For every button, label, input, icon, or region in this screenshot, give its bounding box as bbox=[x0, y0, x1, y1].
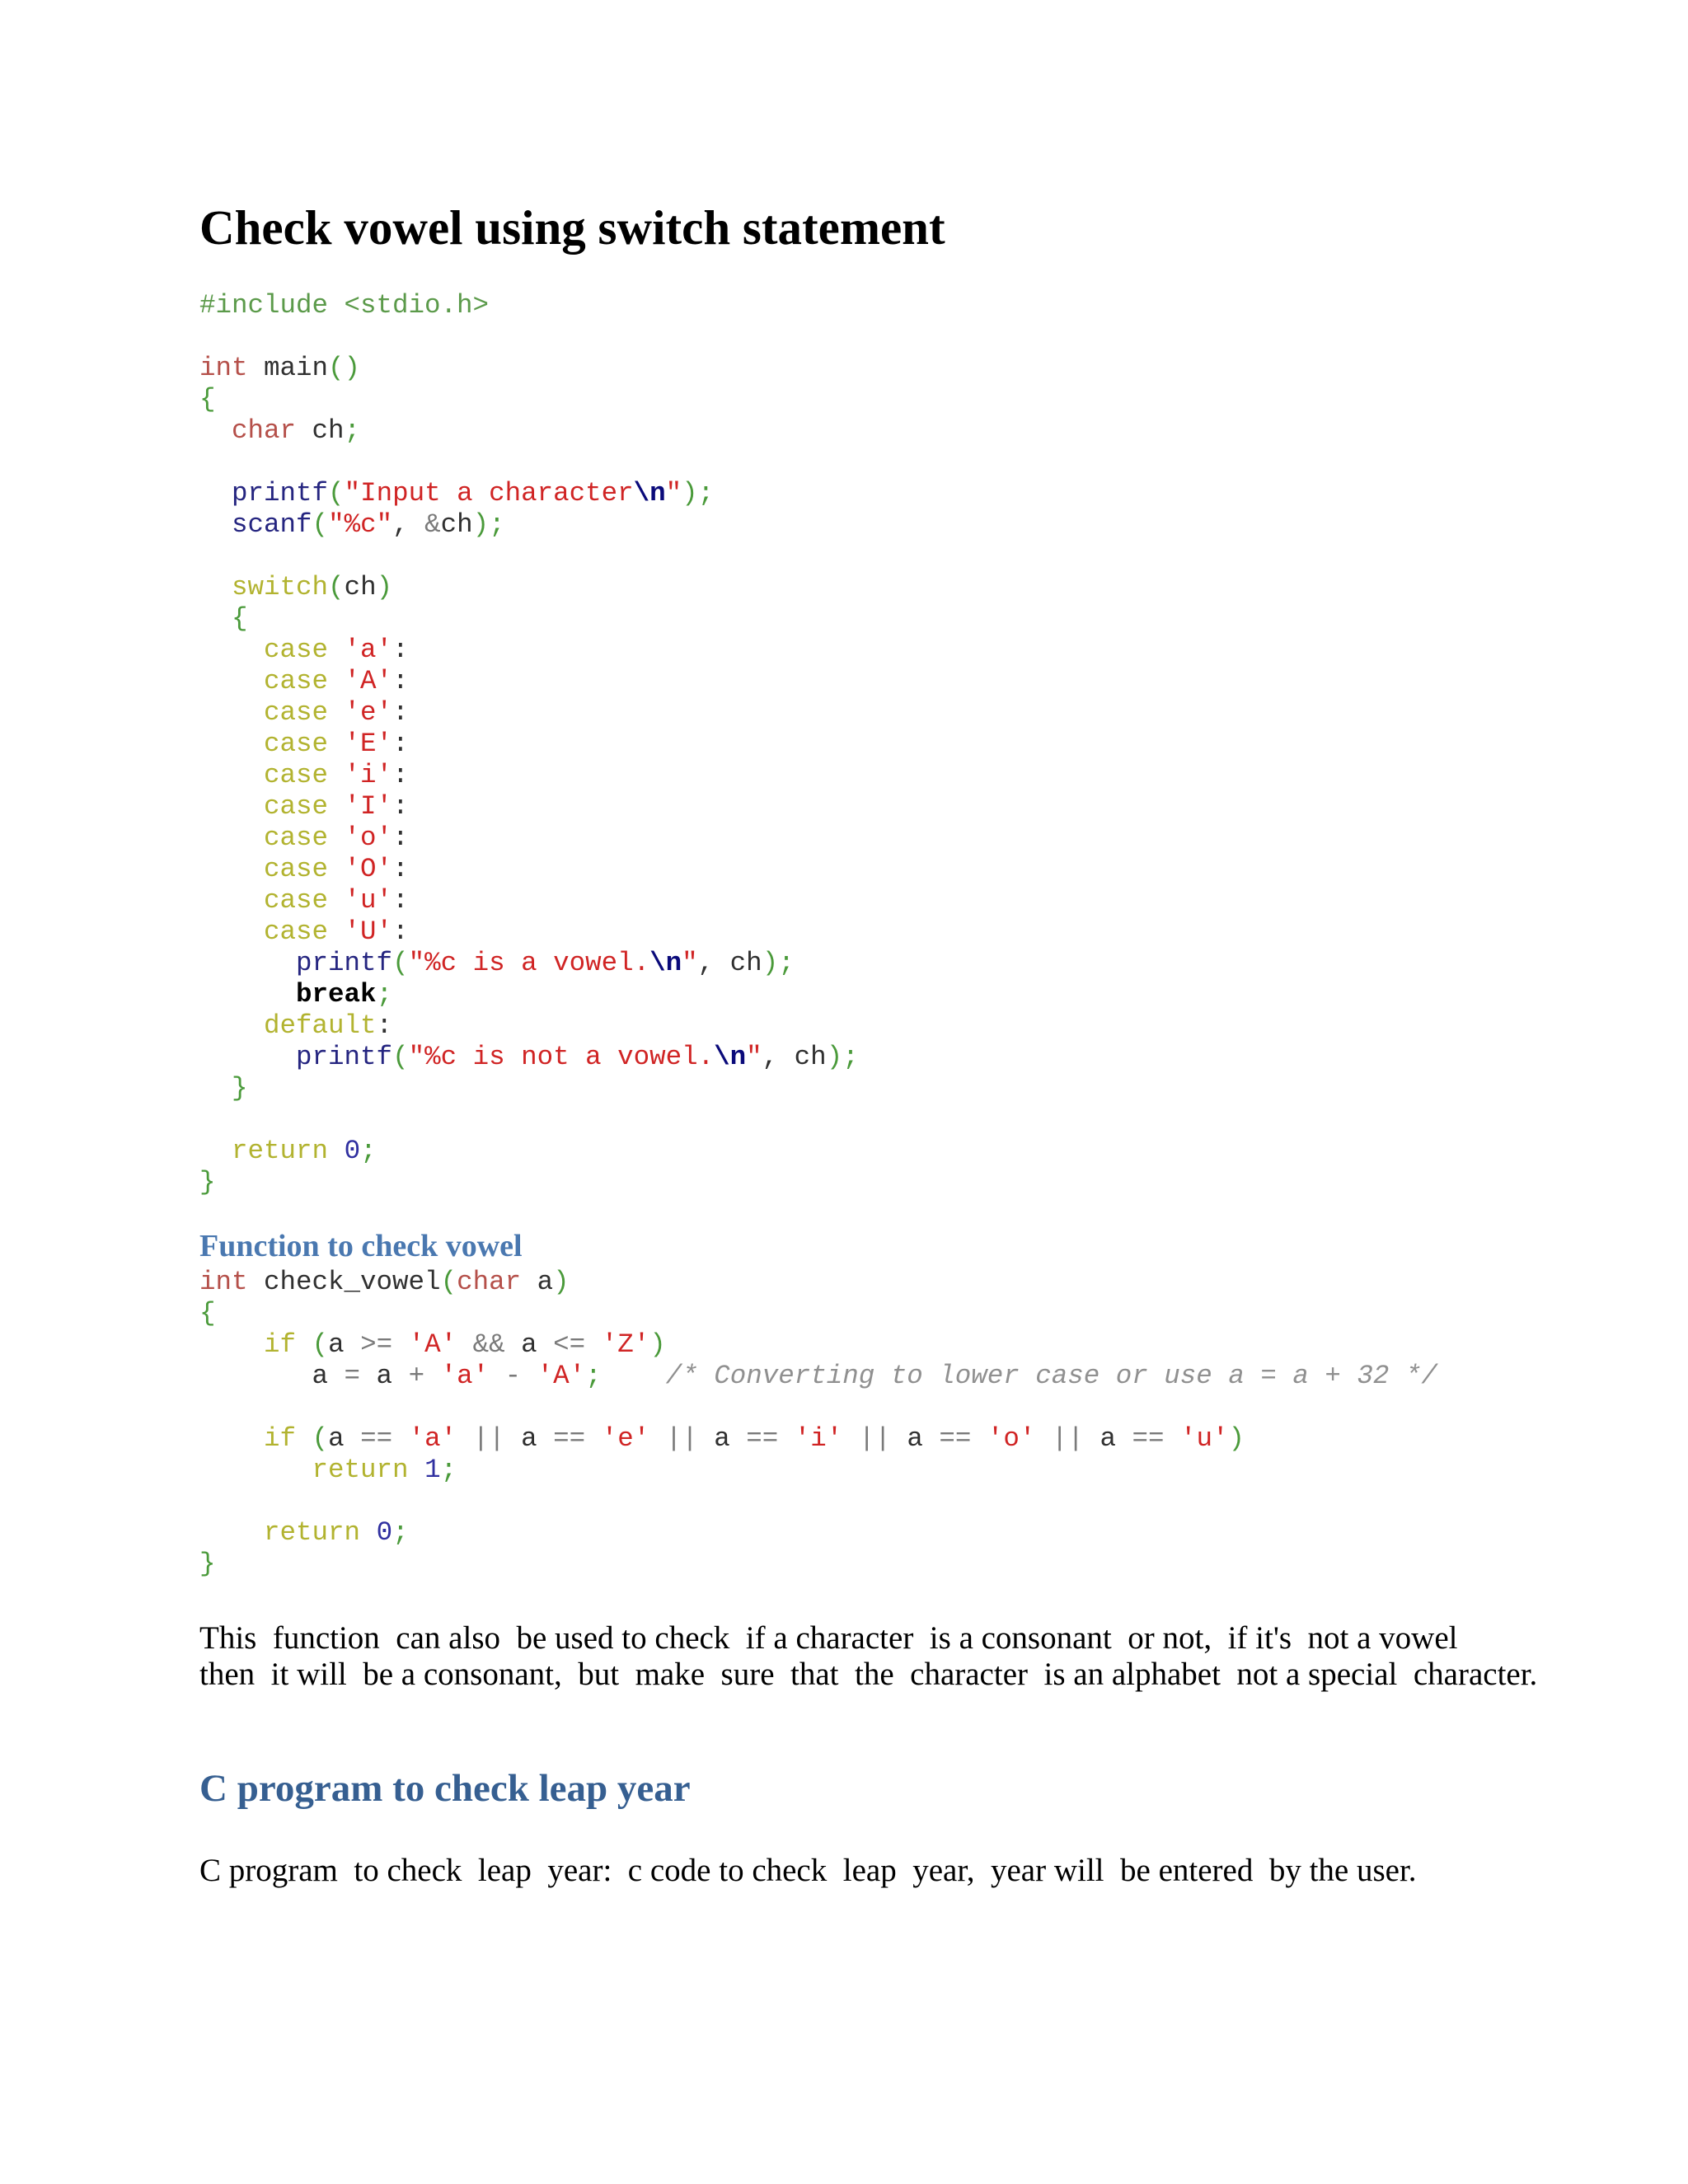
punctuation-token: ( bbox=[312, 509, 329, 540]
identifier-token bbox=[1035, 1423, 1052, 1454]
punctuation-token: ) bbox=[376, 572, 393, 602]
operator-token: == bbox=[939, 1423, 972, 1454]
code-line bbox=[199, 478, 859, 509]
identifier-token bbox=[199, 760, 264, 790]
identifier-token bbox=[199, 854, 264, 884]
code-line bbox=[199, 1167, 859, 1198]
identifier-token bbox=[328, 791, 345, 822]
keyword-token: return bbox=[232, 1136, 329, 1166]
identifier-token: , ch bbox=[697, 948, 762, 978]
string-literal: 'o' bbox=[344, 823, 393, 853]
operator-token: || bbox=[665, 1423, 698, 1454]
punctuation-token: ( bbox=[392, 1042, 409, 1072]
identifier-token: : bbox=[392, 791, 409, 822]
string-literal: " bbox=[665, 478, 682, 509]
identifier-token: ch bbox=[440, 509, 473, 540]
code-line bbox=[199, 791, 859, 823]
identifier-token: : bbox=[392, 854, 409, 884]
section-heading-leap-year: C program to check leap year bbox=[199, 1767, 691, 1810]
function-name: printf bbox=[296, 1042, 393, 1072]
punctuation-token: ( bbox=[328, 572, 345, 602]
keyword-token: return bbox=[312, 1455, 409, 1485]
punctuation-token: { bbox=[199, 1298, 216, 1329]
escape-sequence: \n bbox=[714, 1042, 747, 1072]
string-literal: 'i' bbox=[794, 1423, 843, 1454]
identifier-token: a bbox=[504, 1423, 554, 1454]
code-line bbox=[199, 572, 859, 603]
string-literal: 'o' bbox=[987, 1423, 1036, 1454]
string-literal: 'U' bbox=[344, 916, 393, 947]
punctuation-token: ); bbox=[826, 1042, 859, 1072]
code-line bbox=[199, 1455, 1437, 1486]
code-line bbox=[199, 885, 859, 916]
code-line bbox=[199, 1549, 1437, 1580]
code-comment: /* Converting to lower case or use a = a + 32 */ bbox=[665, 1361, 1437, 1391]
identifier-token bbox=[392, 1329, 409, 1360]
code-line bbox=[199, 1042, 859, 1073]
code-block-vowel-switch bbox=[199, 290, 859, 1198]
punctuation-token: ( bbox=[392, 948, 409, 978]
identifier-token: : bbox=[392, 635, 409, 665]
string-literal: 'Z' bbox=[601, 1329, 650, 1360]
break-keyword: break bbox=[296, 979, 377, 1010]
keyword-token: case bbox=[264, 823, 329, 853]
code-line bbox=[199, 353, 859, 384]
punctuation-token: { bbox=[199, 384, 216, 415]
identifier-token: a bbox=[504, 1329, 554, 1360]
code-line bbox=[199, 854, 859, 885]
number-literal: 1 bbox=[424, 1455, 441, 1485]
string-literal: 'E' bbox=[344, 729, 393, 759]
identifier-token: ch bbox=[344, 572, 377, 602]
identifier-token bbox=[199, 697, 264, 728]
keyword-token: case bbox=[264, 635, 329, 665]
punctuation-token: ) bbox=[553, 1267, 570, 1297]
identifier-token: a bbox=[328, 1329, 361, 1360]
operator-token: >= bbox=[360, 1329, 393, 1360]
keyword-token: case bbox=[264, 791, 329, 822]
type-keyword: int bbox=[199, 1267, 248, 1297]
keyword-token: switch bbox=[232, 572, 329, 602]
identifier-token bbox=[199, 1010, 264, 1041]
identifier-token bbox=[199, 1517, 264, 1548]
function-name: scanf bbox=[232, 509, 312, 540]
paragraph-leap-year-intro bbox=[199, 1853, 1417, 1889]
string-literal: 'A' bbox=[537, 1361, 586, 1391]
escape-sequence: \n bbox=[649, 948, 682, 978]
identifier-token bbox=[199, 1073, 232, 1104]
identifier-token bbox=[199, 1329, 264, 1360]
identifier-token bbox=[199, 478, 232, 509]
identifier-token: : bbox=[392, 729, 409, 759]
code-block-check-vowel-function bbox=[199, 1267, 1437, 1580]
code-line bbox=[199, 541, 859, 572]
code-line bbox=[199, 415, 859, 447]
keyword-token: case bbox=[264, 916, 329, 947]
paragraph-line: This function can also be used to check if a character is a consonant or not, if it's not a vowel bbox=[199, 1620, 1458, 1656]
code-line bbox=[199, 384, 859, 415]
identifier-token bbox=[328, 823, 345, 853]
code-line bbox=[199, 509, 859, 541]
keyword-token: case bbox=[264, 854, 329, 884]
operator-token: == bbox=[1132, 1423, 1165, 1454]
identifier-token bbox=[328, 697, 345, 728]
code-line bbox=[199, 948, 859, 979]
page-title: Check vowel using switch statement bbox=[199, 200, 945, 255]
punctuation-token: ) bbox=[649, 1329, 666, 1360]
operator-token: - bbox=[504, 1361, 522, 1391]
identifier-token bbox=[328, 885, 345, 916]
identifier-token bbox=[778, 1423, 795, 1454]
identifier-token bbox=[199, 916, 264, 947]
operator-token: + bbox=[408, 1361, 425, 1391]
operator-token: && bbox=[472, 1329, 505, 1360]
function-name: printf bbox=[296, 948, 393, 978]
code-line bbox=[199, 1329, 1437, 1361]
identifier-token: : bbox=[392, 823, 409, 853]
identifier-token bbox=[199, 885, 264, 916]
identifier-token bbox=[199, 729, 264, 759]
identifier-token bbox=[842, 1423, 859, 1454]
keyword-token: if bbox=[264, 1423, 297, 1454]
punctuation-token: ( bbox=[328, 478, 345, 509]
identifier-token bbox=[971, 1423, 987, 1454]
code-line bbox=[199, 1298, 1437, 1329]
string-literal: 'a' bbox=[440, 1361, 490, 1391]
type-keyword: char bbox=[232, 415, 297, 446]
identifier-token bbox=[199, 666, 264, 696]
punctuation-token: () bbox=[328, 353, 361, 383]
identifier-token: a bbox=[521, 1267, 554, 1297]
identifier-token: , bbox=[392, 509, 425, 540]
string-literal: 'O' bbox=[344, 854, 393, 884]
code-line bbox=[199, 635, 859, 666]
identifier-token: a bbox=[1083, 1423, 1132, 1454]
code-line bbox=[199, 1517, 1437, 1549]
string-literal: 'e' bbox=[344, 697, 393, 728]
preprocessor-token: #include <stdio.h> bbox=[199, 290, 490, 321]
punctuation-token: } bbox=[232, 1073, 248, 1104]
identifier-token bbox=[457, 1423, 473, 1454]
identifier-token: a bbox=[360, 1361, 409, 1391]
identifier-token bbox=[199, 1136, 232, 1166]
code-line bbox=[199, 979, 859, 1010]
identifier-token bbox=[199, 979, 296, 1010]
identifier-token: , ch bbox=[762, 1042, 827, 1072]
punctuation-token: } bbox=[199, 1549, 216, 1579]
string-literal: "%c" bbox=[328, 509, 393, 540]
code-line bbox=[199, 321, 859, 353]
number-literal: 0 bbox=[344, 1136, 361, 1166]
identifier-token bbox=[424, 1361, 441, 1391]
identifier-token bbox=[457, 1329, 473, 1360]
string-literal: 'A' bbox=[344, 666, 393, 696]
punctuation-token: ( bbox=[440, 1267, 457, 1297]
code-line bbox=[199, 1392, 1437, 1423]
identifier-token bbox=[328, 666, 345, 696]
keyword-token: if bbox=[264, 1329, 297, 1360]
identifier-token: : bbox=[376, 1010, 393, 1041]
identifier-token bbox=[199, 791, 264, 822]
identifier-token bbox=[296, 1423, 312, 1454]
code-line bbox=[199, 697, 859, 729]
string-literal: 'i' bbox=[344, 760, 393, 790]
identifier-token bbox=[328, 760, 345, 790]
punctuation-token: ; bbox=[344, 415, 361, 446]
identifier-token bbox=[360, 1517, 377, 1548]
identifier-token bbox=[328, 854, 345, 884]
identifier-token bbox=[199, 509, 232, 540]
identifier-token bbox=[1164, 1423, 1180, 1454]
punctuation-token: { bbox=[232, 603, 248, 634]
operator-token: & bbox=[424, 509, 441, 540]
code-line bbox=[199, 1361, 1437, 1392]
type-keyword: char bbox=[457, 1267, 522, 1297]
code-line bbox=[199, 760, 859, 791]
identifier-token bbox=[392, 1423, 409, 1454]
punctuation-token: ) bbox=[1228, 1423, 1245, 1454]
identifier-token bbox=[521, 1361, 537, 1391]
number-literal: 0 bbox=[376, 1517, 393, 1548]
identifier-token: a bbox=[890, 1423, 940, 1454]
keyword-token: default bbox=[264, 1010, 377, 1041]
identifier-token bbox=[199, 1455, 312, 1485]
operator-token: == bbox=[360, 1423, 393, 1454]
code-line bbox=[199, 916, 859, 948]
code-line bbox=[199, 1423, 1437, 1455]
identifier-token bbox=[489, 1361, 505, 1391]
string-literal: "%c is not a vowel. bbox=[408, 1042, 715, 1072]
code-line bbox=[199, 1104, 859, 1136]
identifier-token bbox=[328, 729, 345, 759]
identifier-token bbox=[328, 635, 345, 665]
identifier-token bbox=[199, 572, 232, 602]
operator-token: = bbox=[344, 1361, 361, 1391]
string-literal: 'a' bbox=[344, 635, 393, 665]
string-literal: 'u' bbox=[1179, 1423, 1229, 1454]
string-literal: " bbox=[682, 948, 698, 978]
string-literal: 'A' bbox=[408, 1329, 457, 1360]
identifier-token bbox=[602, 1361, 666, 1391]
operator-token: || bbox=[1051, 1423, 1084, 1454]
string-literal: "Input a character bbox=[344, 478, 634, 509]
identifier-token: check_vowel bbox=[247, 1267, 441, 1297]
identifier-token: : bbox=[392, 916, 409, 947]
keyword-token: case bbox=[264, 666, 329, 696]
identifier-token: : bbox=[392, 760, 409, 790]
code-line bbox=[199, 1486, 1437, 1517]
string-literal: 'e' bbox=[601, 1423, 650, 1454]
code-line bbox=[199, 290, 859, 321]
identifier-token bbox=[199, 415, 232, 446]
punctuation-token: ; bbox=[440, 1455, 457, 1485]
identifier-token bbox=[585, 1423, 602, 1454]
identifier-token: : bbox=[392, 666, 409, 696]
paragraph-line: then it will be a consonant, but make sure that the character is an alphabet not a special character. bbox=[199, 1657, 1538, 1692]
operator-token: || bbox=[472, 1423, 505, 1454]
punctuation-token: ); bbox=[762, 948, 795, 978]
punctuation-token: ; bbox=[360, 1136, 377, 1166]
identifier-token: main bbox=[247, 353, 329, 383]
string-literal: " bbox=[746, 1042, 762, 1072]
code-line bbox=[199, 1073, 859, 1104]
punctuation-token: } bbox=[199, 1167, 216, 1197]
identifier-token bbox=[585, 1329, 602, 1360]
punctuation-token: ( bbox=[312, 1423, 329, 1454]
code-line bbox=[199, 729, 859, 760]
code-line bbox=[199, 823, 859, 854]
string-literal: "%c is a vowel. bbox=[408, 948, 650, 978]
function-name: printf bbox=[232, 478, 329, 509]
paragraph-consonant-note bbox=[199, 1620, 1537, 1693]
code-line bbox=[199, 1136, 859, 1167]
code-line bbox=[199, 603, 859, 635]
keyword-token: case bbox=[264, 760, 329, 790]
keyword-token: case bbox=[264, 885, 329, 916]
punctuation-token: ; bbox=[585, 1361, 602, 1391]
punctuation-token: ); bbox=[472, 509, 505, 540]
escape-sequence: \n bbox=[633, 478, 666, 509]
identifier-token bbox=[409, 1455, 425, 1485]
identifier-token: a bbox=[697, 1423, 747, 1454]
identifier-token bbox=[328, 1136, 345, 1166]
punctuation-token: ); bbox=[682, 478, 715, 509]
code-line bbox=[199, 666, 859, 697]
identifier-token bbox=[199, 948, 296, 978]
identifier-token bbox=[328, 916, 345, 947]
code-line bbox=[199, 1267, 1437, 1298]
keyword-token: case bbox=[264, 697, 329, 728]
function-heading: Function to check vowel bbox=[199, 1229, 523, 1263]
operator-token: <= bbox=[553, 1329, 586, 1360]
punctuation-token: ( bbox=[312, 1329, 329, 1360]
keyword-token: return bbox=[264, 1517, 361, 1548]
operator-token: || bbox=[858, 1423, 891, 1454]
identifier-token bbox=[199, 603, 232, 634]
code-line bbox=[199, 447, 859, 478]
identifier-token: ch bbox=[296, 415, 345, 446]
identifier-token: : bbox=[392, 885, 409, 916]
code-line bbox=[199, 1010, 859, 1042]
string-literal: 'I' bbox=[344, 791, 393, 822]
operator-token: == bbox=[553, 1423, 586, 1454]
operator-token: == bbox=[746, 1423, 779, 1454]
string-literal: 'a' bbox=[408, 1423, 457, 1454]
identifier-token bbox=[199, 823, 264, 853]
identifier-token bbox=[199, 1042, 296, 1072]
identifier-token bbox=[199, 1423, 264, 1454]
identifier-token: a bbox=[199, 1361, 345, 1391]
identifier-token bbox=[649, 1423, 666, 1454]
keyword-token: case bbox=[264, 729, 329, 759]
paragraph-line: C program to check leap year: c code to check leap year, year will be entered by the user. bbox=[199, 1853, 1417, 1888]
identifier-token bbox=[296, 1329, 312, 1360]
identifier-token: a bbox=[328, 1423, 361, 1454]
punctuation-token: ; bbox=[392, 1517, 409, 1548]
punctuation-token: ; bbox=[376, 979, 393, 1010]
identifier-token bbox=[199, 635, 264, 665]
type-keyword: int bbox=[199, 353, 248, 383]
identifier-token: : bbox=[392, 697, 409, 728]
string-literal: 'u' bbox=[344, 885, 393, 916]
